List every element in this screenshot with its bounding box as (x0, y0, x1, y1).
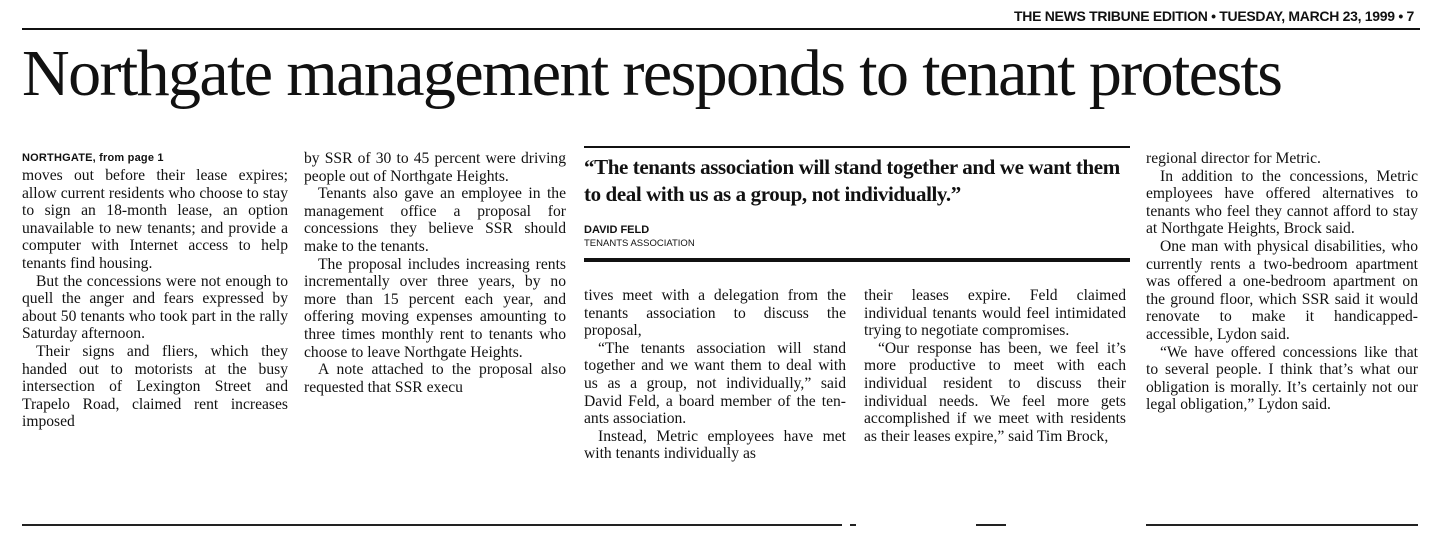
paragraph: But the concessions were not enough to quell the anger and fears expressed by about 50 tenants who took part in the rally Saturday afternoon. (22, 272, 288, 343)
paragraph: moves out before their lease expires; allow current residents who choose to stay to sign an 18-month lease, an option unavailable to new tenants; and provide a computer with Internet access to help tenants find housing. (22, 167, 288, 272)
dateline: NORTHGATE, from page 1 (22, 152, 164, 164)
pull-quote-attribution-name: DAVID FELD (584, 224, 650, 236)
paragraph: Instead, Metric employees have met with tenants individually as (584, 427, 846, 463)
masthead-rule (22, 28, 1420, 30)
paragraph: tives meet with a delegation from the tenants association to discuss the proposal, (584, 287, 846, 340)
pull-quote-top-rule (584, 146, 1130, 148)
bottom-rule (976, 524, 1006, 526)
paragraph: “We have offered concessions like that to several people. I think that’s what our obligation is morally. It’s certainly not our legal obligation,” Lydon said. (1146, 343, 1418, 414)
paragraph: “The tenants association will stand together and we want them to deal with us as a group, not individually,” said David Feld, a board member of the tenants association. (584, 339, 846, 428)
bottom-rule (850, 524, 856, 526)
headline: Northgate management responds to tenant protests (22, 37, 1282, 110)
article-column-3 (584, 287, 846, 463)
paragraph: In addition to the concessions, Metric employees have offered alternatives to tenants who feel they cannot afford to stay at Northgate Heights, Brock said. (1146, 167, 1418, 238)
paragraph: Their signs and fliers, which they handed out to motorists at the busy intersection of Lexington Street and Trapelo Road, claimed rent increases imposed (22, 342, 288, 431)
pull-quote-attribution-org: TENANTS ASSOCIATION (584, 238, 695, 249)
article-column-4 (864, 287, 1126, 445)
paragraph: The proposal includes increasing rents incrementally over three years, by no more than 15 percent each year, and offering moving expenses amounting to three times monthly rent to tenants who choose to leave Northgate Heights. (304, 255, 566, 361)
paragraph: by SSR of 30 to 45 percent were driving people out of Northgate Heights. (304, 150, 566, 185)
masthead: THE NEWS TRIBUNE EDITION • TUESDAY, MARCH 23, 1999 • 7 (1014, 8, 1414, 24)
pull-quote-bottom-rule (584, 258, 1130, 262)
pull-quote: “The tenants association will stand together and we want them to deal with us as a group, not individually.” (584, 155, 1120, 206)
article-column-5 (1146, 150, 1418, 414)
bottom-rule (22, 524, 842, 526)
paragraph: regional director for Metric. (1146, 150, 1321, 167)
paragraph: their leases expire. Feld claimed individual tenants would feel intimidated trying to negotiate compromises. (864, 287, 1126, 340)
bottom-rule (1146, 524, 1418, 526)
paragraph: “Our response has been, we feel it’s more productive to meet with each individual resident to discuss their individual needs. We feel more gets accomplished if we meet with residents as their leases expire,” said Tim Brock, (864, 339, 1126, 445)
paragraph: A note attached to the proposal also requested that SSR execu (304, 361, 566, 396)
article-column-2 (304, 150, 566, 396)
article-column-1 (22, 150, 288, 431)
paragraph: Tenants also gave an employee in the management office a proposal for concessions they believe SSR should make to the tenants. (304, 185, 566, 255)
paragraph: One man with physical disabilities, who currently rents a two-bedroom apartment was offered a one-bedroom apartment on the ground floor, which SSR said it would renovate to make it handicapped-accessible, Lydon said. (1146, 237, 1418, 343)
